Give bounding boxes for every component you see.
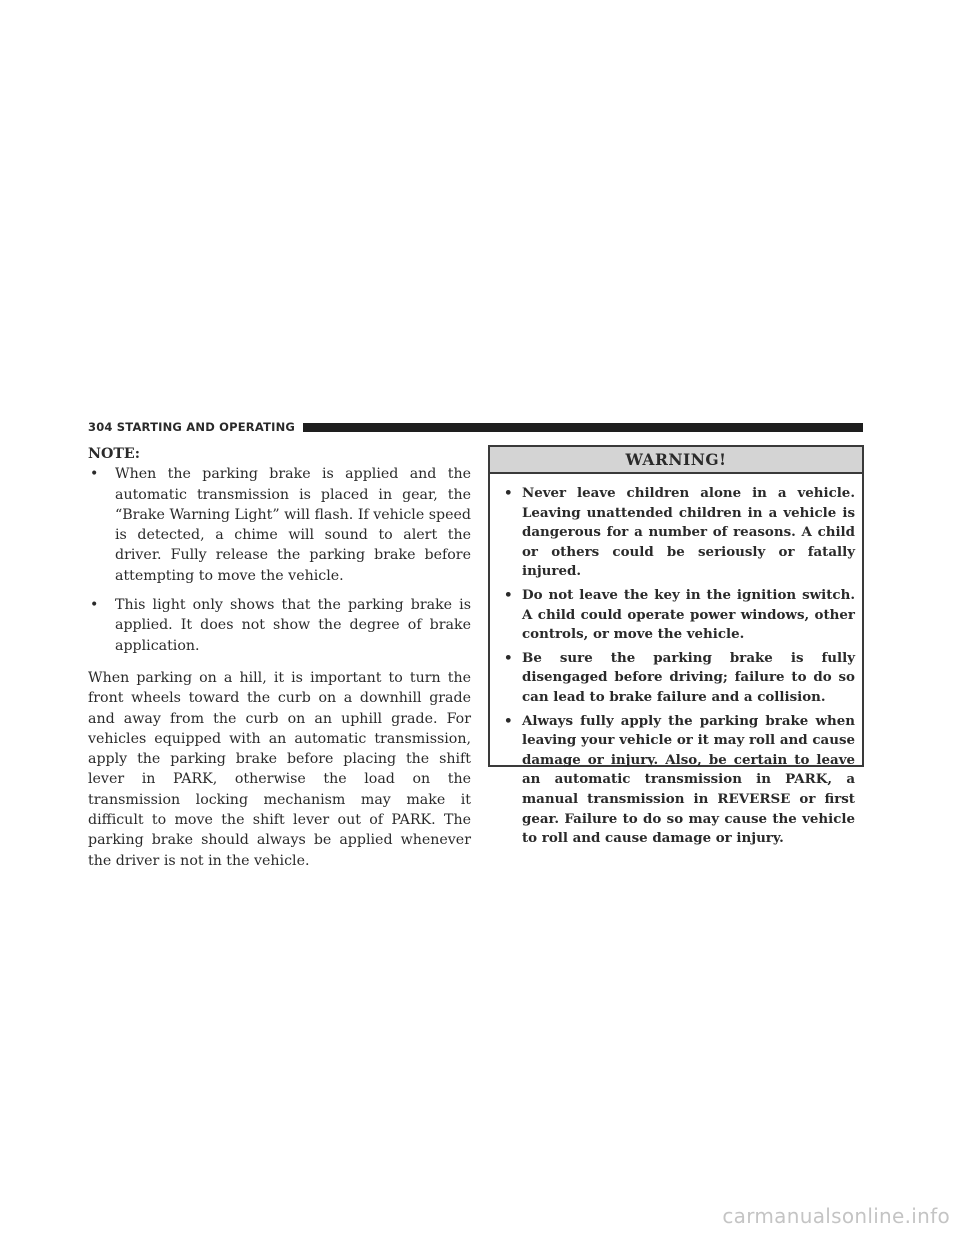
warning-box	[488, 445, 864, 847]
bullet-icon: •	[90, 597, 99, 614]
page-header	[88, 419, 863, 435]
main-text-column	[88, 444, 471, 871]
bullet-icon: •	[504, 586, 513, 603]
page-number-section-title: 304 STARTING AND OPERATING	[88, 420, 296, 434]
header-rule	[303, 423, 863, 432]
warning-item-text: Be sure the parking brake is fully disengaged before driving; failure to do so can lead to brake failure and a collision.	[522, 649, 855, 705]
bullet-icon: •	[90, 466, 99, 483]
warning-item	[500, 586, 855, 645]
note-item-text: This light only shows that the parking brake is applied. It does not show the degree of brake application.	[115, 597, 471, 654]
note-item	[88, 595, 471, 656]
warning-body	[490, 474, 862, 849]
warning-title: WARNING!	[490, 447, 862, 474]
note-list	[88, 464, 471, 656]
note-item	[88, 464, 471, 586]
warning-item	[500, 484, 855, 582]
watermark-text: carmanualsonline.info	[722, 1204, 950, 1228]
bullet-icon: •	[504, 485, 513, 501]
warning-list	[500, 484, 855, 849]
warning-item-text: Never leave children alone in a vehicle. Leaving unattended children in a vehicle is dangerous for a number of reasons. A child or others could be seriously or fatally injured.	[522, 485, 855, 580]
note-label: NOTE:	[88, 446, 140, 462]
warning-item-text: Always fully apply the parking brake when leaving your vehicle or it may roll and cause damage or injury. Also, be certain to leave an automatic transmission in PARK, a manual transmission in REVERSE or first gear. Failure to do so may cause the vehicle to roll and cause damage or injury.	[522, 712, 855, 847]
warning-item	[500, 649, 855, 708]
bullet-icon: •	[504, 649, 513, 666]
bullet-icon: •	[504, 712, 513, 729]
hill-parking-paragraph: When parking on a hill, it is important to turn the front wheels toward the curb on a downhill grade and away from the curb on an uphill grade. For vehicles equipped with an automatic transmission, apply the parking brake before placing the shift lever in PARK, otherwise the load on the transmission locking mechanism may make it difficult to move the shift lever out of PARK. The parking brake should always be applied whenever the driver is not in the vehicle.	[88, 669, 471, 869]
warning-item	[500, 712, 855, 849]
note-item-text: When the parking brake is applied and the automatic transmission is placed in gear, the “Brake Warning Light” will flash. If vehicle speed is detected, a chime will sound to alert the driver. Fully release the parking brake before attempting to move the vehicle.	[115, 466, 471, 584]
warning-item-text: Do not leave the key in the ignition switch. A child could operate power windows, other controls, or move the vehicle.	[522, 586, 855, 643]
